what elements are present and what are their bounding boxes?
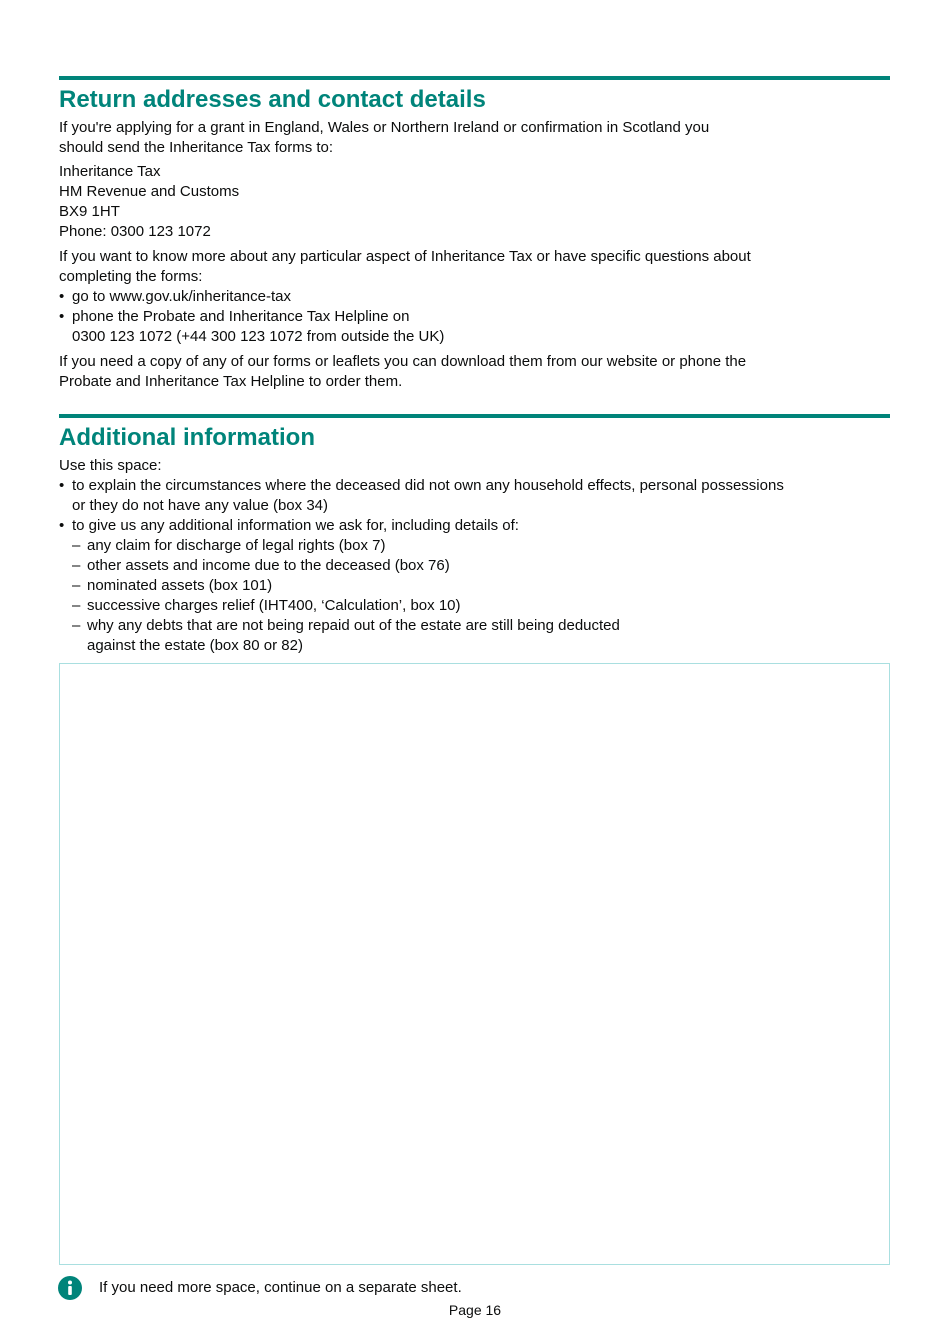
section-title-additional-information: Additional information — [59, 424, 315, 451]
bullet-explain-line-2: or they do not have any value (box 34) — [72, 497, 328, 514]
bullet-icon: • — [59, 477, 65, 494]
section-divider — [59, 414, 890, 418]
intro-line-2: should send the Inheritance Tax forms to: — [59, 139, 334, 156]
intro-line-1: If you're applying for a grant in England, Wales or Northern Ireland or confirmation in Scotland you — [59, 119, 710, 136]
bullet-icon: • — [59, 517, 65, 534]
section-title-return-addresses: Return addresses and contact details — [59, 86, 486, 113]
dash-icon: – — [72, 597, 81, 614]
section-divider — [59, 76, 890, 80]
info-icon — [58, 1276, 82, 1300]
dash-icon: – — [72, 557, 81, 574]
use-space-intro: Use this space: — [59, 457, 162, 474]
sub-item-other-assets: other assets and income due to the deceased (box 76) — [87, 557, 450, 574]
continuation-note: If you need more space, continue on a separate sheet. — [99, 1279, 462, 1296]
sub-item-nominated-assets: nominated assets (box 101) — [87, 577, 273, 594]
sub-item-debts-line-1: why any debts that are not being repaid out of the estate are still being deducted — [87, 617, 620, 634]
additional-information-input[interactable] — [59, 663, 890, 1265]
sub-item-debts-line-2: against the estate (box 80 or 82) — [87, 637, 303, 654]
page-number: Page 16 — [448, 1302, 502, 1318]
dash-icon: – — [72, 537, 81, 554]
bullet-additional-info: to give us any additional information we ask for, including details of: — [72, 517, 519, 534]
address-phone: Phone: 0300 123 1072 — [59, 223, 211, 240]
address-line-3: BX9 1HT — [59, 203, 120, 220]
sub-item-successive-charges: successive charges relief (IHT400, ‘Calculation’, box 10) — [87, 597, 461, 614]
sub-item-legal-rights: any claim for discharge of legal rights (box 7) — [87, 537, 386, 554]
dash-icon: – — [72, 617, 81, 634]
bullet-icon: • — [59, 288, 65, 305]
more-info-line-2: completing the forms: — [59, 268, 203, 285]
bullet-icon: • — [59, 308, 65, 325]
closing-line-1: If you need a copy of any of our forms or leaflets you can download them from our website or phone the — [59, 353, 747, 370]
address-line-2: HM Revenue and Customs — [59, 183, 240, 200]
bullet-helpline-line-2: 0300 123 1072 (+44 300 123 1072 from outside the UK) — [72, 328, 445, 345]
address-line-1: Inheritance Tax — [59, 163, 161, 180]
bullet-explain-line-1: to explain the circumstances where the deceased did not own any household effects, personal possessions — [72, 477, 784, 494]
bullet-website: go to www.gov.uk/inheritance-tax — [72, 288, 292, 305]
more-info-line-1: If you want to know more about any particular aspect of Inheritance Tax or have specific questions about — [59, 248, 751, 265]
bullet-helpline-line-1: phone the Probate and Inheritance Tax Helpline on — [72, 308, 410, 325]
dash-icon: – — [72, 577, 81, 594]
closing-line-2: Probate and Inheritance Tax Helpline to order them. — [59, 373, 403, 390]
